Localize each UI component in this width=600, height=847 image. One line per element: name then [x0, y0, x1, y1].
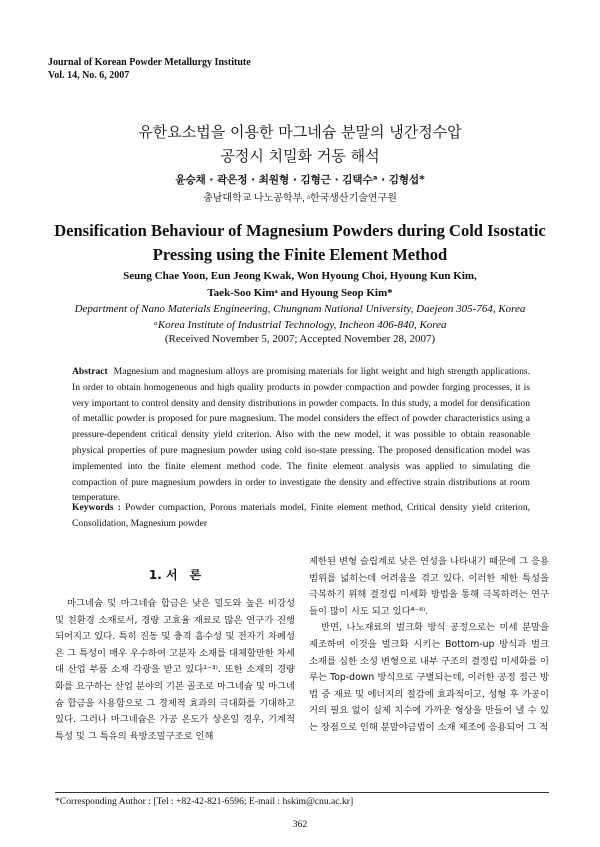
received-dates: (Received November 5, 2007; Accepted November 28, 2007)	[164, 333, 436, 345]
abstract-text: Magnesium and magnesium alloys are promising materials for light weight and high strength applications. In order to obtain homogeneous and high quality products in powder compaction and powder forging processes, it is very important to control density and density distributions in powder compacts. In this study, a model for densification of metallic powder is proposed for pure magnesium. The model considers the effect of powder characteristics using a pressure-dependent critical density yield criterion. Also with the new model, it was possible to obtain reasonable physical properties of pure magnesium powder using cold iso-state pressing. The proposed densification model was implemented into the finite element method code. The finite element analysis was applied to simulating die compaction of pure magnesium powders in order to investigate the density and effective strain distributions at room temperature.	[72, 366, 531, 504]
korean-title	[0, 120, 600, 168]
page-number: 362	[292, 819, 308, 830]
right-column-paragraph-1: 제한된 변형 슬립계로 낮은 연성을 나타내기 때문에 그 응용 범위를 넓히는데 어려움을 겪고 있다. 이러한 제한 특성을 극복하기 위해 결정립 미세화 방법을 통해 극복하려는 연구들이 많이 시도 되고 있다⁴⁻⁶⁾.	[309, 556, 549, 617]
english-title-line1: Densification Behaviour of Magnesium Powders during Cold Isostatic	[54, 221, 546, 240]
journal-volume: Vol. 14, No. 6, 2007	[48, 70, 130, 81]
journal-name: Journal of Korean Powder Metallurgy Institute	[48, 57, 251, 68]
korean-authors: 윤승채 · 곽은정 · 최원형 · 김형근 · 김택수ᵃ · 김형섭*	[175, 174, 425, 186]
section-heading: 1. 서 론	[148, 568, 202, 582]
abstract-label: Abstract	[72, 366, 108, 377]
english-title-line2: Pressing using the Finite Element Method	[152, 245, 448, 264]
english-title	[0, 219, 600, 267]
english-affiliation-line1: Department of Nano Materials Engineering, Chungnam National University, Daejeon 305-764, Korea	[74, 303, 526, 315]
left-column	[55, 596, 295, 745]
journal-header	[48, 56, 251, 82]
english-authors-line1: Seung Chae Yoon, Eun Jeong Kwak, Won Hyoung Choi, Hyoung Kun Kim,	[123, 270, 477, 282]
korean-title-line1: 유한요소법을 이용한 마그네슘 분말의 냉간정수압	[138, 123, 462, 141]
english-affiliation-line2: ᵃKorea Institute of Industrial Technology, Incheon 406-840, Korea	[153, 319, 447, 331]
english-authors-line2: Taek-Soo Kimᵃ and Hyoung Seop Kim*	[207, 287, 393, 299]
abstract	[72, 364, 530, 506]
keywords-label: Keywords :	[72, 502, 121, 513]
footnote-divider	[55, 792, 549, 793]
right-column	[309, 554, 549, 737]
footnote: *Corresponding Author : [Tel : +82-42-821-6596; E-mail : hskim@cnu.ac.kr]	[55, 796, 354, 807]
korean-title-line2: 공정시 치밀화 거동 해석	[220, 147, 380, 165]
keywords	[72, 500, 530, 532]
left-column-paragraph: 마그네슘 및 마그네슘 합금은 낮은 밀도와 높은 비강성 및 친환경 소재로서, 경량 고효율 재료로 많은 연구가 진행되어지고 있다. 특히 진동 및 충격 흡수성 및 전자기 차폐성은 그 특성이 매우 우수하여 고분자 소재를 대체할만한 차세대 산업 부품 소재 각광을 받고 있다¹⁻³⁾. 또한 소재의 경량화를 요구하는 산업 분야의 기본 골조로 마그네슘 및 마그네슘 합금을 사용함으로 그 경제적 효과의 극대화를 기대하고 있다. 그러나 마그네슘은 가공 온도가 상온일 경우, 기계적 특성 및 그 특유의 육방조밀구조로 인해	[55, 598, 295, 742]
english-authors	[0, 268, 600, 302]
keywords-text: Powder compaction, Porous materials model, Finite element method, Critical density yield criterion, Consolidation, Magnesium powder	[72, 502, 531, 529]
english-affiliation	[0, 301, 600, 333]
korean-affiliation: 충남대학교 나노공학부, ᵃ한국생산기술연구원	[203, 193, 397, 204]
right-column-paragraph-2: 반면, 나노재료의 벌크화 방식 공정으로는 미세 분말을 제조하여 이것을 벌크화 시키는 Bottom-up 방식과 벌크 소재를 심한 소성 변형으로 내부 구조의 결정립 미세화를 이루는 Top-down 방식으로 구별되는데, 이러한 공정 접근 방법 중 재료 및 에너지의 절감에 효과적이고, 성형 후 가공이 거의 필요 없이 실제 치수에 가까운 형상을 만들어 낼 수 있는 장점으로 인해 분말야금법이 소재 제조에 응용되어 그 적	[309, 622, 549, 733]
